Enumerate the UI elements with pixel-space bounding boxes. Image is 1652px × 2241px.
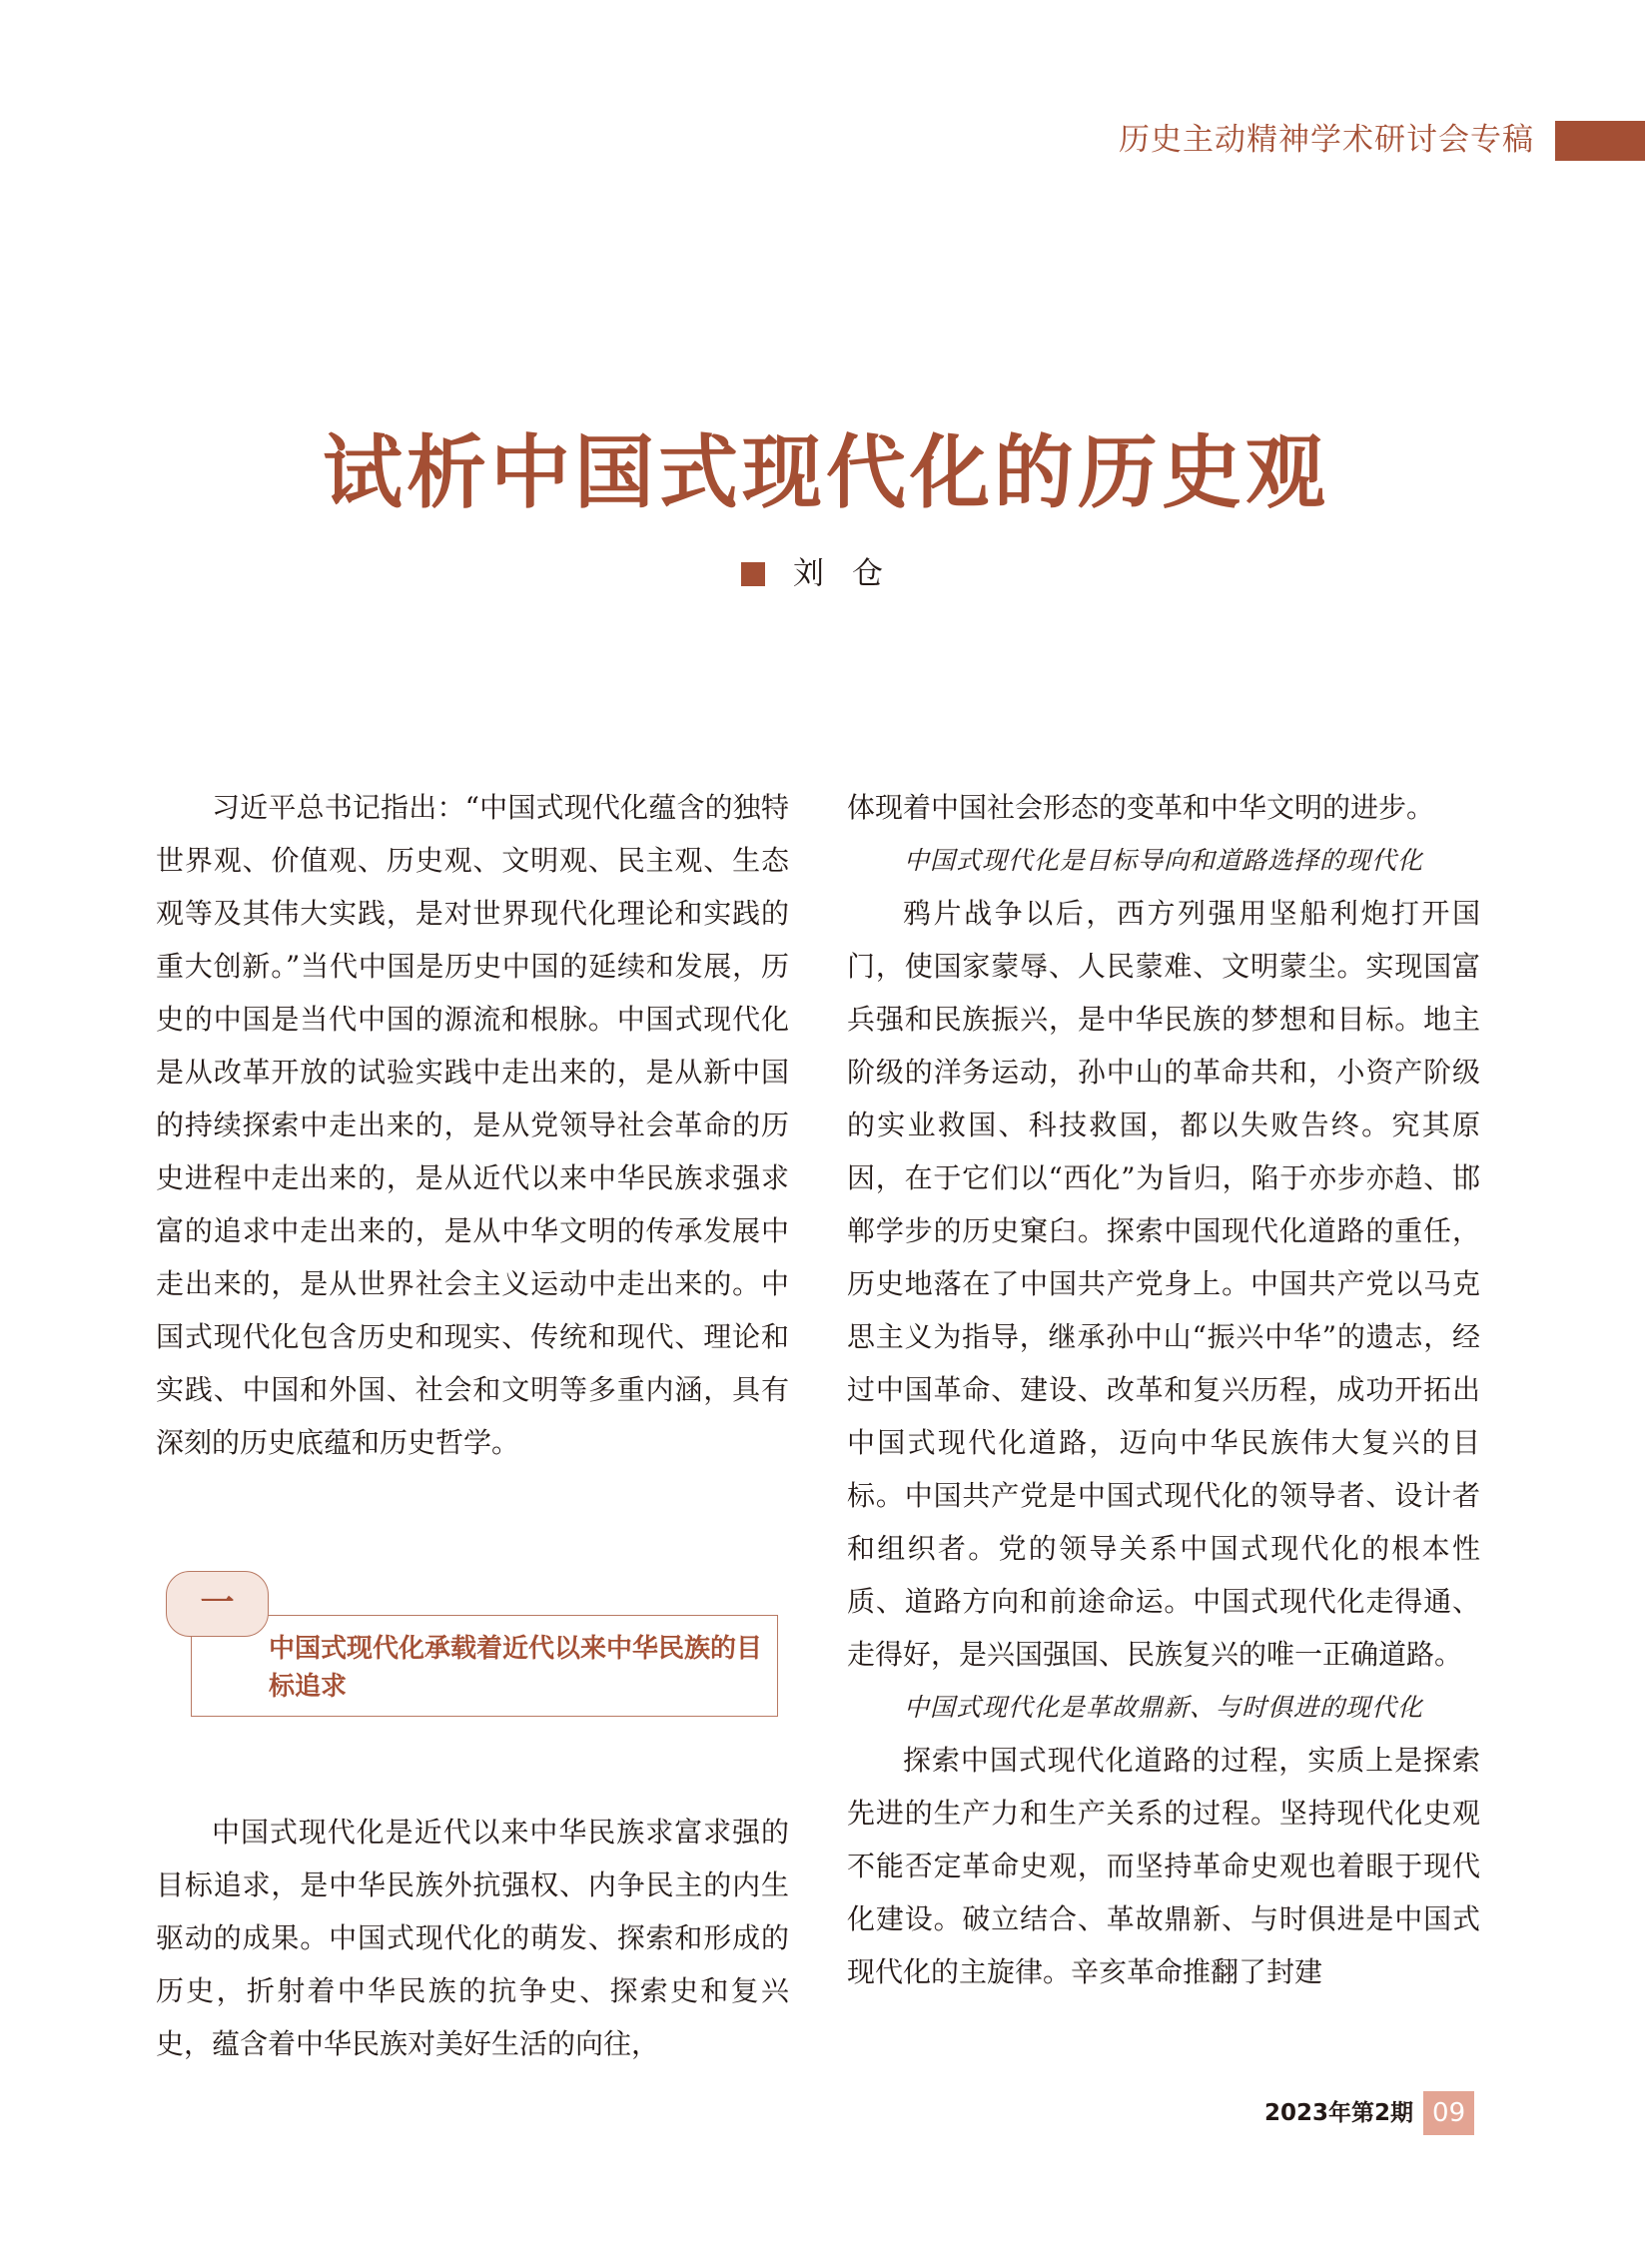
intro-paragraph: 习近平总书记指出：“中国式现代化蕴含的独特世界观、价值观、历史观、文明观、民主观、生态观等及其伟大实践，是对世界现代化理论和实践的重大创新。”当代中国是历史中国的延续和发展，历史的中国是当代中国的源流和根脉。中国式现代化是从改革开放的试验实践中走出来的，是从新中国的持续探索中走出来的，是从党领导社会革命的历史进程中走出来的，是从近代以来中华民族求强求富的追求中走出来的，是从中华文明的传承发展中走出来的，是从世界社会主义运动中走出来的。中国式现代化包含历史和现实、传统和现代、理论和实践、中国和外国、社会和文明等多重内涵，具有深刻的历史底蕴和历史哲学。 — [156, 791, 789, 1459]
page-number: 09 — [1423, 2091, 1474, 2135]
subheading-1: 中国式现代化是目标导向和道路选择的现代化 — [903, 846, 1423, 875]
body-paragraph-2: 探索中国式现代化道路的过程，实质上是探索先进的生产力和生产关系的过程。坚持现代化史观不能否定革命史观，而坚持革命史观也着眼于现代化建设。破立结合、革故鼎新、与时俱进是中国式现代化的主旋律。辛亥革命推翻了封建 — [847, 1744, 1480, 1988]
right-column — [847, 781, 1480, 1998]
continuation-paragraph: 体现着中国社会形态的变革和中华文明的进步。 — [847, 791, 1435, 824]
section-title: 中国式现代化承载着近代以来中华民族的目标追求 — [269, 1634, 763, 1702]
issue-label: 2023年第2期 — [1264, 2100, 1414, 2126]
column-label: 历史主动精神学术研讨会专稿 — [1119, 122, 1534, 158]
article-title: 试析中国式现代化的历史观 — [323, 425, 1329, 519]
left-column-section — [156, 1806, 789, 2070]
byline-square-icon — [741, 562, 765, 586]
section-body-paragraph: 中国式现代化是近代以来中华民族求富求强的目标追求，是中华民族外抗强权、内争民主的内生驱动的成果。中国式现代化的萌发、探索和形成的历史，折射着中华民族的抗争史、探索史和复兴史，蕴含着中华民族对美好生活的向往， — [156, 1816, 789, 2060]
section-number: 一 — [166, 1571, 269, 1637]
author-name: 刘仓 — [793, 555, 911, 592]
left-column — [156, 781, 789, 1469]
byline — [0, 551, 1652, 596]
body-paragraph-1: 鸦片战争以后，西方列强用坚船利炮打开国门，使国家蒙辱、人民蒙难、文明蒙尘。实现国富兵强和民族振兴，是中华民族的梦想和目标。地主阶级的洋务运动，孙中山的革命共和，小资产阶级的实业救国、科技救国，都以失败告终。究其原因，在于它们以“西化”为旨归，陷于亦步亦趋、邯郸学步的历史窠臼。探索中国现代化道路的重任，历史地落在了中国共产党身上。中国共产党以马克思主义为指导，继承孙中山“振兴中华”的遗志，经过中国革命、建设、改革和复兴历程，成功开拓出中国式现代化道路，迈向中华民族伟大复兴的目标。中国共产党是中国式现代化的领导者、设计者和组织者。党的领导关系中国式现代化的根本性质、道路方向和前途命运。中国式现代化走得通、走得好，是兴国强国、民族复兴的唯一正确道路。 — [847, 897, 1480, 1671]
header-accent-bar — [1555, 121, 1645, 161]
subheading-2: 中国式现代化是革故鼎新、与时俱进的现代化 — [903, 1693, 1423, 1722]
page-footer — [1264, 2091, 1474, 2135]
